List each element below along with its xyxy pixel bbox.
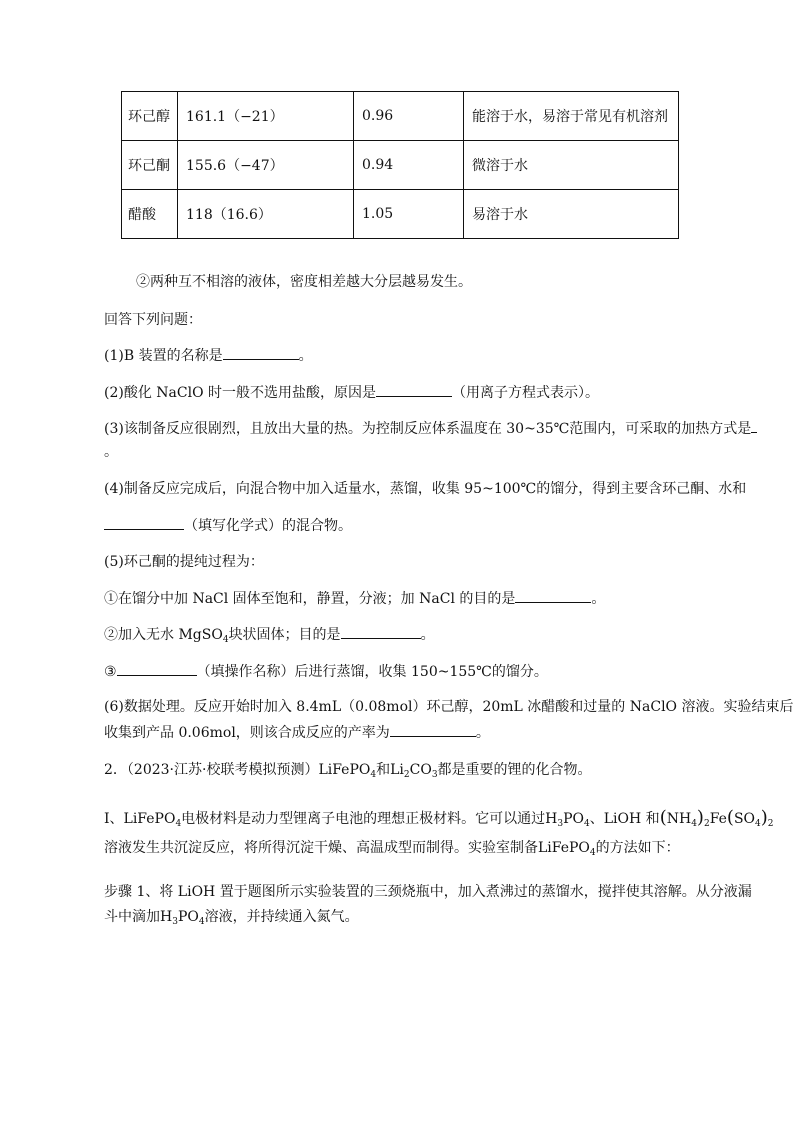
question-3-end: 。 bbox=[104, 444, 118, 460]
table-cell: 能溶于水，易溶于常见有机溶剂 bbox=[464, 92, 679, 141]
table-cell: 161.1（−21） bbox=[178, 92, 354, 141]
table-cell: 1.05 bbox=[354, 190, 464, 239]
subscript: 4 bbox=[222, 635, 229, 645]
table-cell: 118（16.6） bbox=[178, 190, 354, 239]
question-text: 溶液发生共沉淀反应，将所得沉淀干燥、高温成型而制得。实验室制备 bbox=[104, 840, 538, 856]
question-text: ②加入无水 MgSO bbox=[104, 627, 223, 643]
question-source: （2023·江苏·校联考模拟预测） bbox=[126, 762, 319, 778]
table-cell: 0.96 bbox=[354, 92, 464, 141]
question-text: 的方法如下： bbox=[595, 840, 680, 856]
answer-blank[interactable] bbox=[376, 382, 452, 397]
table-cell: 环己酮 bbox=[122, 141, 178, 190]
answer-intro: 回答下列问题： bbox=[104, 312, 202, 328]
question-number: 2． bbox=[104, 762, 127, 778]
formula: Li bbox=[390, 762, 404, 778]
answer-blank[interactable] bbox=[117, 661, 197, 676]
formula: NH bbox=[666, 811, 692, 827]
question-4-line2 bbox=[104, 515, 352, 536]
answer-blank[interactable] bbox=[515, 588, 591, 603]
properties-table bbox=[121, 91, 679, 239]
formula: LiFePO bbox=[538, 840, 590, 856]
question-end: 。 bbox=[475, 725, 490, 741]
subscript: 4 bbox=[584, 819, 590, 829]
question-6-line2 bbox=[104, 722, 490, 743]
formula: PO bbox=[563, 811, 585, 827]
question-5c bbox=[104, 661, 548, 682]
question-text: 斗中滴加 bbox=[104, 909, 160, 925]
question-5: (5)环己酮的提纯过程为： bbox=[104, 554, 264, 570]
question-text: 收集到产品 0.06mol，则该合成反应的产率为 bbox=[104, 725, 390, 741]
table-row bbox=[122, 92, 679, 141]
subscript: 2 bbox=[703, 819, 710, 829]
answer-blank[interactable] bbox=[223, 345, 299, 360]
subscript: 4 bbox=[755, 819, 761, 829]
paren-open: ( bbox=[659, 807, 667, 828]
formula: CO bbox=[409, 762, 432, 778]
question-text: 都是重要的锂的化合物。 bbox=[437, 762, 592, 778]
table-row bbox=[122, 190, 679, 239]
subscript: 4 bbox=[175, 819, 182, 829]
question-text: ③ bbox=[104, 664, 117, 680]
table-cell: 环己醇 bbox=[122, 92, 178, 141]
subscript: 4 bbox=[370, 770, 377, 780]
question-text: ①在馏分中加 NaCl 固体至饱和，静置，分液；加 NaCl 的目的是 bbox=[104, 591, 516, 607]
paren-open: ( bbox=[726, 807, 734, 828]
step1-line2 bbox=[104, 907, 359, 932]
question-2-header bbox=[104, 760, 592, 785]
question-5b bbox=[104, 624, 435, 650]
question-2 bbox=[104, 382, 599, 403]
subscript: 4 bbox=[589, 848, 596, 858]
question-text: (1)B 装置的名称是 bbox=[104, 348, 223, 364]
subscript: 3 bbox=[172, 917, 178, 927]
table-cell: 155.6（−47） bbox=[178, 141, 354, 190]
answer-blank[interactable] bbox=[751, 418, 757, 433]
question-end: （用离子方程式表示）。 bbox=[452, 385, 599, 401]
question-end: 。 bbox=[420, 627, 435, 643]
question-text: 电极材料是动力型锂离子电池的理想正极材料。它可以通过 bbox=[181, 811, 546, 827]
question-4: (4)制备反应完成后，向混合物中加入适量水，蒸馏，收集 95~100℃的馏分，得到主要含环己酮、水和 bbox=[104, 481, 747, 497]
question-end: 。 bbox=[591, 591, 606, 607]
subscript: 4 bbox=[198, 917, 205, 927]
formula: SO bbox=[733, 811, 756, 827]
subscript: 4 bbox=[691, 819, 697, 829]
question-text: 溶液，并持续通入氮气。 bbox=[204, 909, 359, 925]
table-row bbox=[122, 141, 679, 190]
subscript: 3 bbox=[431, 770, 438, 780]
note-2: ②两种互不相溶的液体，密度相差越大分层越易发生。 bbox=[136, 274, 472, 290]
paren-close: ) bbox=[760, 807, 768, 828]
answer-blank[interactable] bbox=[341, 624, 421, 639]
table-cell: 易溶于水 bbox=[464, 190, 679, 239]
paren-close: ) bbox=[696, 807, 704, 828]
formula: H bbox=[545, 811, 558, 827]
formula: PO bbox=[177, 909, 199, 925]
table-cell: 0.94 bbox=[354, 141, 464, 190]
part1-line2 bbox=[104, 838, 680, 863]
part1-line1 bbox=[104, 808, 774, 834]
step1-line1: 步骤 1、将 LiOH 置于题图所示实验装置的三颈烧瓶中，加入煮沸过的蒸馏水，搅拌使其溶解。从分液漏 bbox=[104, 884, 752, 900]
question-text: (3)该制备反应很剧烈，且放出大量的热。为控制反应体系温度在 30~35℃范围内，可采取的加热方式是 bbox=[104, 421, 752, 437]
question-end: 。 bbox=[298, 348, 313, 364]
question-5a bbox=[104, 588, 605, 609]
formula: Fe bbox=[709, 811, 727, 827]
question-text: 、LiOH 和 bbox=[589, 811, 660, 827]
subscript: 2 bbox=[403, 770, 410, 780]
table-cell: 微溶于水 bbox=[464, 141, 679, 190]
formula: H bbox=[160, 909, 173, 925]
question-6: (6)数据处理。反应开始时加入 8.4mL（0.08mol）环己醇，20mL 冰醋酸和过量的 NaClO 溶液。实验结束后 bbox=[104, 699, 794, 715]
table-cell: 醋酸 bbox=[122, 190, 178, 239]
question-text: 块状固体；目的是 bbox=[228, 627, 341, 643]
subscript: 2 bbox=[767, 819, 774, 829]
answer-blank[interactable] bbox=[104, 515, 184, 530]
subscript: 3 bbox=[557, 819, 564, 829]
question-1 bbox=[104, 345, 313, 366]
formula: LiFePO bbox=[318, 762, 371, 778]
question-end: （填写化学式）的混合物。 bbox=[184, 518, 352, 534]
answer-blank[interactable] bbox=[390, 722, 476, 737]
question-3 bbox=[104, 418, 757, 439]
question-text: (2)酸化 NaClO 时一般不选用盐酸，原因是 bbox=[104, 385, 376, 401]
conjunction: 和 bbox=[376, 762, 391, 778]
part-label: I、 bbox=[104, 811, 124, 827]
formula: LiFePO bbox=[123, 811, 176, 827]
question-end: （填操作名称）后进行蒸馏，收集 150~155℃的馏分。 bbox=[196, 664, 548, 680]
